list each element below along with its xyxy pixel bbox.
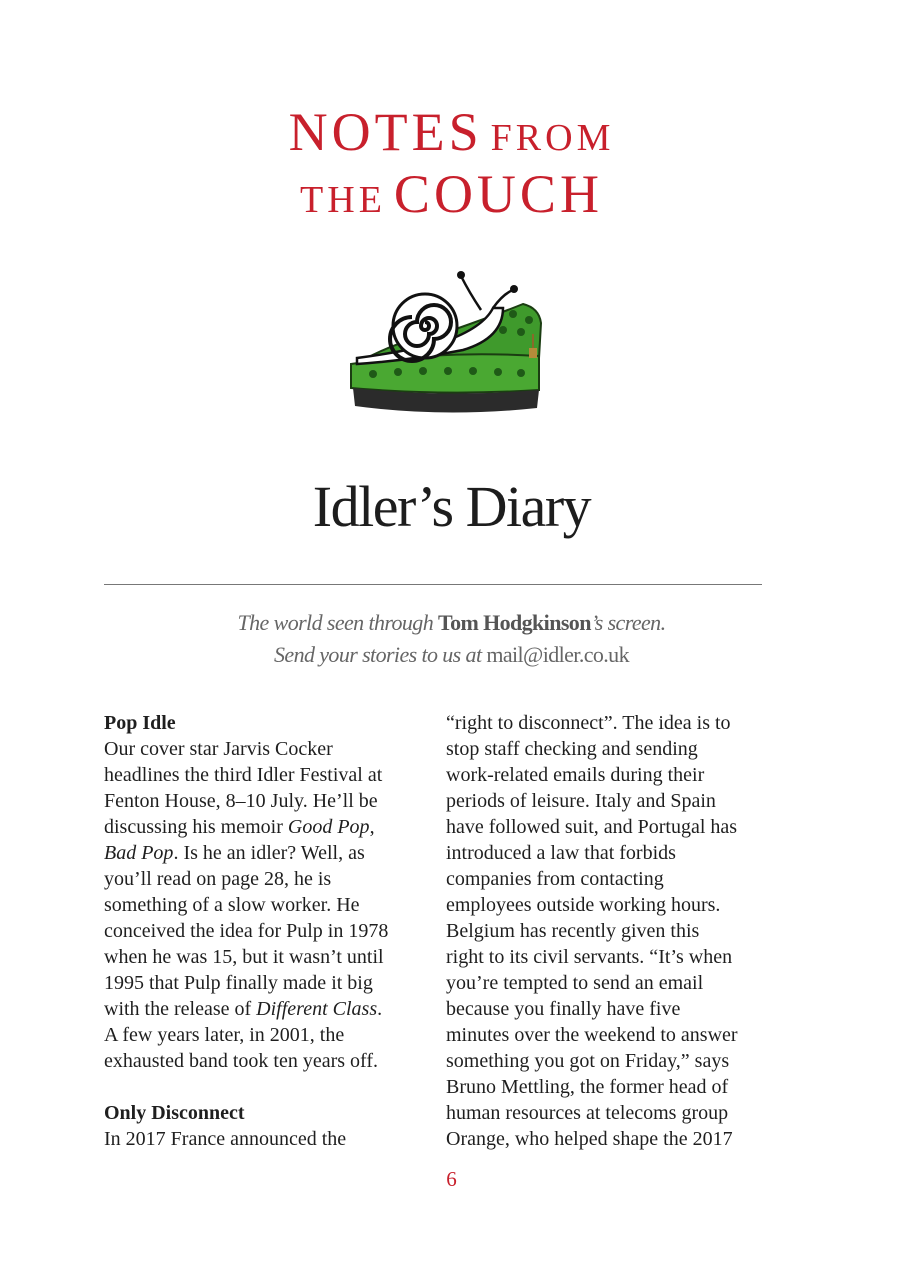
article-line: human resources at telecoms group	[446, 1102, 729, 1124]
article-line: have followed suit, and Portugal has	[446, 816, 738, 838]
masthead-line-2	[0, 164, 903, 224]
paragraph-gap	[104, 1074, 424, 1100]
article-line: introduced a law that forbids	[446, 842, 676, 864]
article-line: In 2017 France announced the	[104, 1128, 347, 1150]
article-line: Belgium has recently given this	[446, 920, 700, 942]
article-line: employees outside working hours.	[446, 894, 721, 916]
article-line: headlines the third Idler Festival at	[104, 764, 383, 786]
article-line: 1995 that Pulp finally made it big	[104, 972, 373, 994]
article-column-right	[446, 710, 766, 1152]
article-line: minutes over the weekend to answer	[446, 1024, 738, 1046]
article-line: with the release of Different Class.	[104, 998, 383, 1020]
subtitle-text-1: The world seen through	[237, 610, 439, 635]
article-column-left	[104, 710, 424, 1152]
article-line: right to its civil servants. “It’s when	[446, 946, 733, 968]
article-line: something of a slow worker. He	[104, 894, 360, 916]
masthead-notes: NOTES	[288, 102, 483, 162]
article-line: companies from contacting	[446, 868, 664, 890]
masthead-couch: COUCH	[393, 164, 603, 224]
article-line: you’ll read on page 28, he is	[104, 868, 332, 890]
divider	[104, 584, 762, 585]
masthead-the: THE	[300, 179, 386, 221]
snail-on-couch-icon	[343, 268, 543, 418]
article-line: Our cover star Jarvis Cocker	[104, 738, 333, 760]
subtitle-author: Tom Hodgkinson	[438, 610, 591, 635]
article-line: work-related emails during their	[446, 764, 705, 786]
article-line: when he was 15, but it wasn’t until	[104, 946, 384, 968]
article-line: “right to disconnect”. The idea is to	[446, 712, 731, 734]
masthead-line-1	[0, 102, 903, 162]
masthead	[0, 102, 903, 224]
article-line: stop staff checking and sending	[446, 738, 698, 760]
subtitle	[0, 607, 903, 671]
article-line: Fenton House, 8–10 July. He’ll be	[104, 790, 378, 812]
article-line: something you got on Friday,” says	[446, 1050, 730, 1072]
subtitle-text-2: ’s screen.	[590, 610, 666, 635]
section-title: Idler’s Diary	[312, 474, 591, 539]
article-line: discussing his memoir Good Pop,	[104, 816, 375, 838]
article-line: periods of leisure. Italy and Spain	[446, 790, 716, 812]
subtitle-email: mail@idler.co.uk	[486, 642, 629, 667]
article-heading: Only Disconnect	[104, 1102, 245, 1124]
article-line: Orange, who helped shape the 2017	[446, 1128, 733, 1150]
article-line: Bad Pop. Is he an idler? Well, as	[104, 842, 365, 864]
article-line: you’re tempted to send an email	[446, 972, 704, 994]
article-line: Bruno Mettling, the former head of	[446, 1076, 729, 1098]
masthead-from: FROM	[490, 117, 615, 159]
article-line: because you finally have five	[446, 998, 681, 1020]
article-heading: Pop Idle	[104, 712, 176, 734]
article-line: exhausted band took ten years off.	[104, 1050, 378, 1072]
subtitle-text-3: Send your stories to us at	[274, 642, 487, 667]
article-line: conceived the idea for Pulp in 1978	[104, 920, 389, 942]
article-line: A few years later, in 2001, the	[104, 1024, 345, 1046]
page-number: 6	[446, 1167, 457, 1191]
